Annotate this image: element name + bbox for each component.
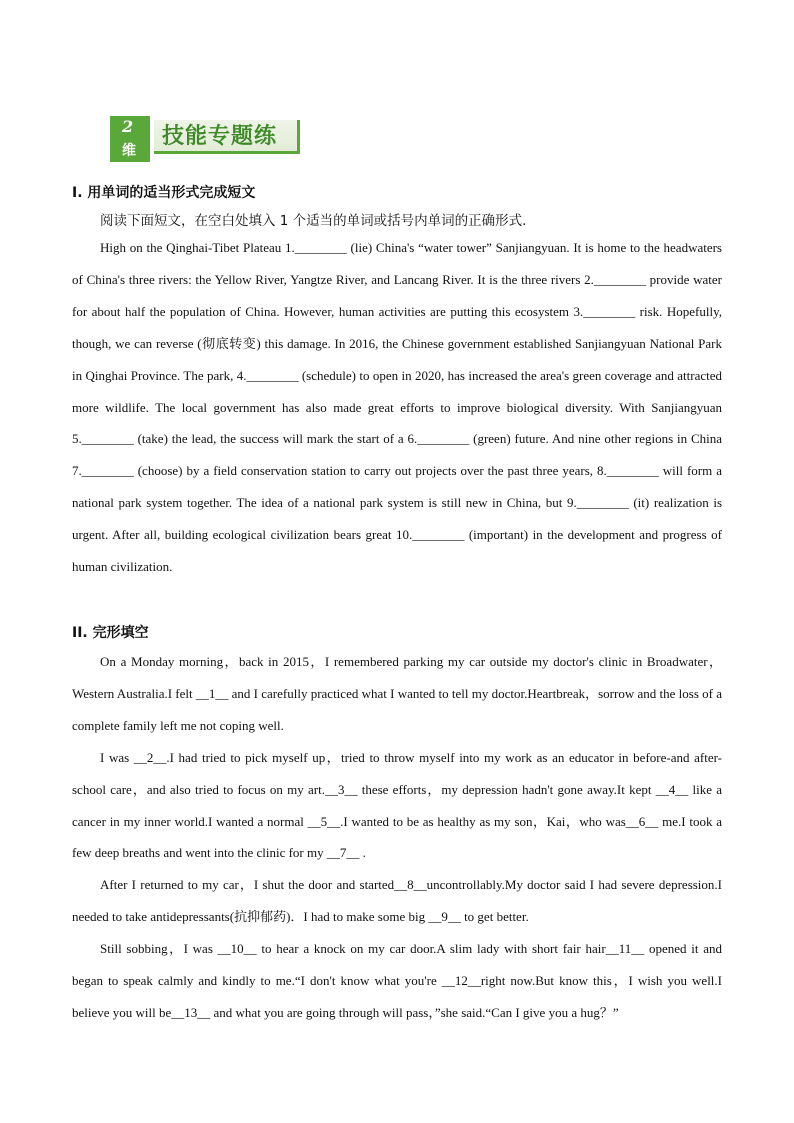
section1-passage xyxy=(72,232,722,583)
badge-number-box xyxy=(110,116,150,162)
cloze-paragraph-4: Still sobbing，I was __10__ to hear a knock on my car door.A slim lady with short fair hair__11__ opened it and began to speak calmly and kindly to me.“I don't know what you're __12__right now.But know this，I wish you well.I believe you will be__13__ and what you are going through will pass，”she said.“Can I give you a hug？” xyxy=(72,941,722,1020)
passage-text: High on the Qinghai-Tibet Plateau 1.________ (lie) China's “water tower” Sanjiangyuan. It is home to the headwaters of China's three rivers: the Yellow River, Yangtze River, and Lancang River. It is the three rivers 2.________ provide water for about half the population of China. However, human activities are putting this ecosystem 3.________ risk. Hopefully, though, we can reverse (彻底转变) this damage. In 2016, the Chinese government established Sanjiangyuan National Park in Qinghai Province. The park, 4.________ (schedule) to open in 2020, has increased the area's green coverage and attracted more wildlife. The local government has also made great efforts to improve biological diversity. With Sanjiangyuan 5.________ (take) the lead, the success will mark the start of a 6.________ (green) future. And nine other regions in China 7.________ (choose) by a field conservation station to carry out projects over the past three years, 8.________ will form a national park system together. The idea of a national park system is still new in China, but 9.________ (it) realization is urgent. After all, building ecological civilization bears great 10.________ (important) in the development and progress of human civilization. xyxy=(72,240,722,575)
section2-passage xyxy=(72,646,722,1029)
badge-number: 2 xyxy=(122,117,134,136)
cloze-paragraph-2: I was __2__.I had tried to pick myself up，tried to throw myself into my work as an educator in before-and after-school care，and also tried to focus on my art.__3__ these efforts，my depression hadn't gone away.It kept __4__ like a cancer in my inner world.I wanted a normal __5__.I wanted to be as healthy as my son，Kai，who was__6__ me.I took a few deep breaths and went into the clinic for my __7__ . xyxy=(72,749,722,861)
section1-heading: I. 用单词的适当形式完成短文 xyxy=(72,185,256,201)
badge-char: 维 xyxy=(122,143,136,159)
cloze-paragraph-1: On a Monday morning，back in 2015，I remembered parking my car outside my doctor's clinic in Broadwater，Western Australia.I felt __1__ and I carefully practiced what I wanted to tell my doctor.Heartbreak，sorrow and the loss of a complete family left me not coping well. xyxy=(72,654,722,733)
section-badge xyxy=(110,116,304,164)
cloze-paragraph-3: After I returned to my car，I shut the door and started__8__uncontrollably.My doctor said I had severe depression.I needed to take antidepressants(抗抑郁药)．I had to make some big __9__ to get better. xyxy=(72,877,722,925)
section2-heading: II. 完形填空 xyxy=(72,625,149,641)
badge-title: 技能专题练 xyxy=(154,120,300,154)
section1-instruction: 阅读下面短文，在空白处填入 1 个适当的单词或括号内单词的正确形式. xyxy=(100,213,527,229)
